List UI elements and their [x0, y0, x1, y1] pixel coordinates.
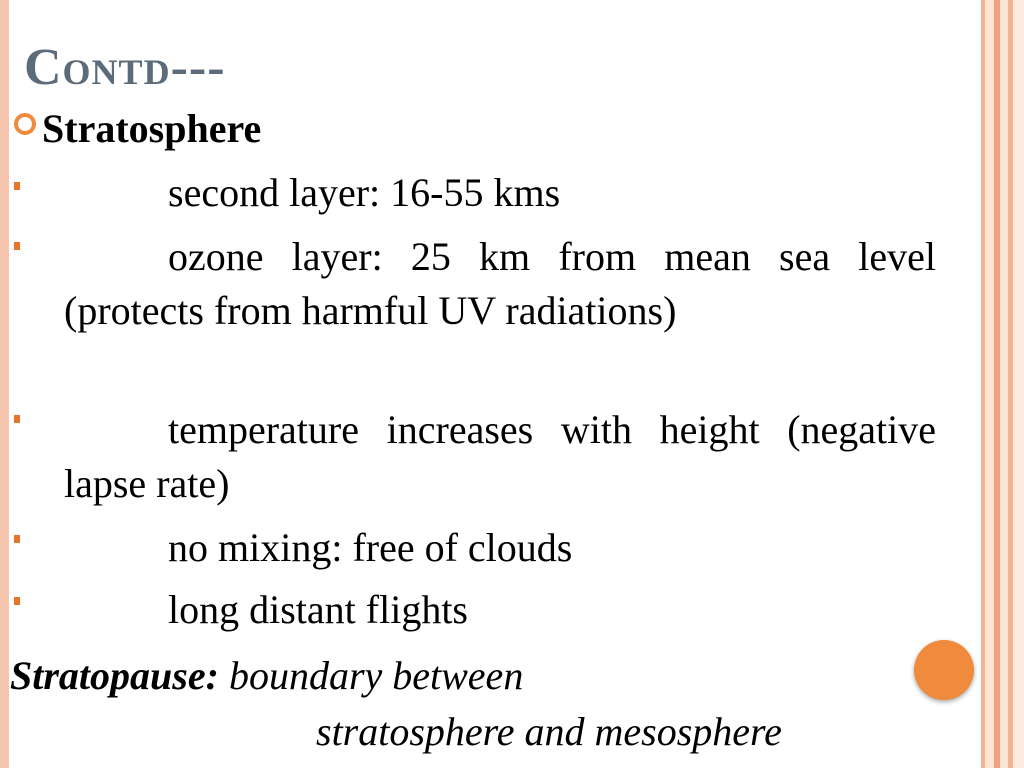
- ring-bullet-icon: [14, 113, 36, 135]
- bullet-text: long distant flights: [168, 587, 468, 632]
- orange-circle-decoration: [914, 640, 974, 700]
- slide-title: Contd---: [24, 39, 226, 96]
- right-border-stripes: [978, 0, 1024, 768]
- square-bullet-icon: [14, 182, 20, 190]
- square-bullet-icon: [14, 535, 20, 543]
- list-item: [14, 521, 936, 575]
- list-item: [14, 403, 936, 511]
- list-item: [14, 583, 936, 637]
- list-item: [14, 166, 936, 220]
- stratopause-term: Stratopause:: [10, 653, 219, 698]
- left-border-stripe: [0, 0, 9, 768]
- stratopause-line1: boundary between: [228, 653, 524, 698]
- heading-row: [14, 105, 261, 153]
- bullet-text: temperature increases with height (negative lapse rate): [64, 407, 936, 506]
- square-bullet-icon: [14, 242, 20, 250]
- heading-stratosphere: Stratosphere: [42, 106, 262, 151]
- list-item: [14, 230, 936, 338]
- stratopause-line2: stratosphere and mesosphere: [316, 709, 782, 754]
- square-bullet-icon: [14, 415, 20, 423]
- bullet-text: second layer: 16-55 kms: [168, 170, 561, 215]
- stratopause-definition: [10, 648, 940, 760]
- square-bullet-icon: [14, 597, 20, 605]
- bullet-text: no mixing: free of clouds: [168, 525, 573, 570]
- bullet-text: ozone layer: 25 km from mean sea level (protects from harmful UV radiations): [64, 234, 936, 333]
